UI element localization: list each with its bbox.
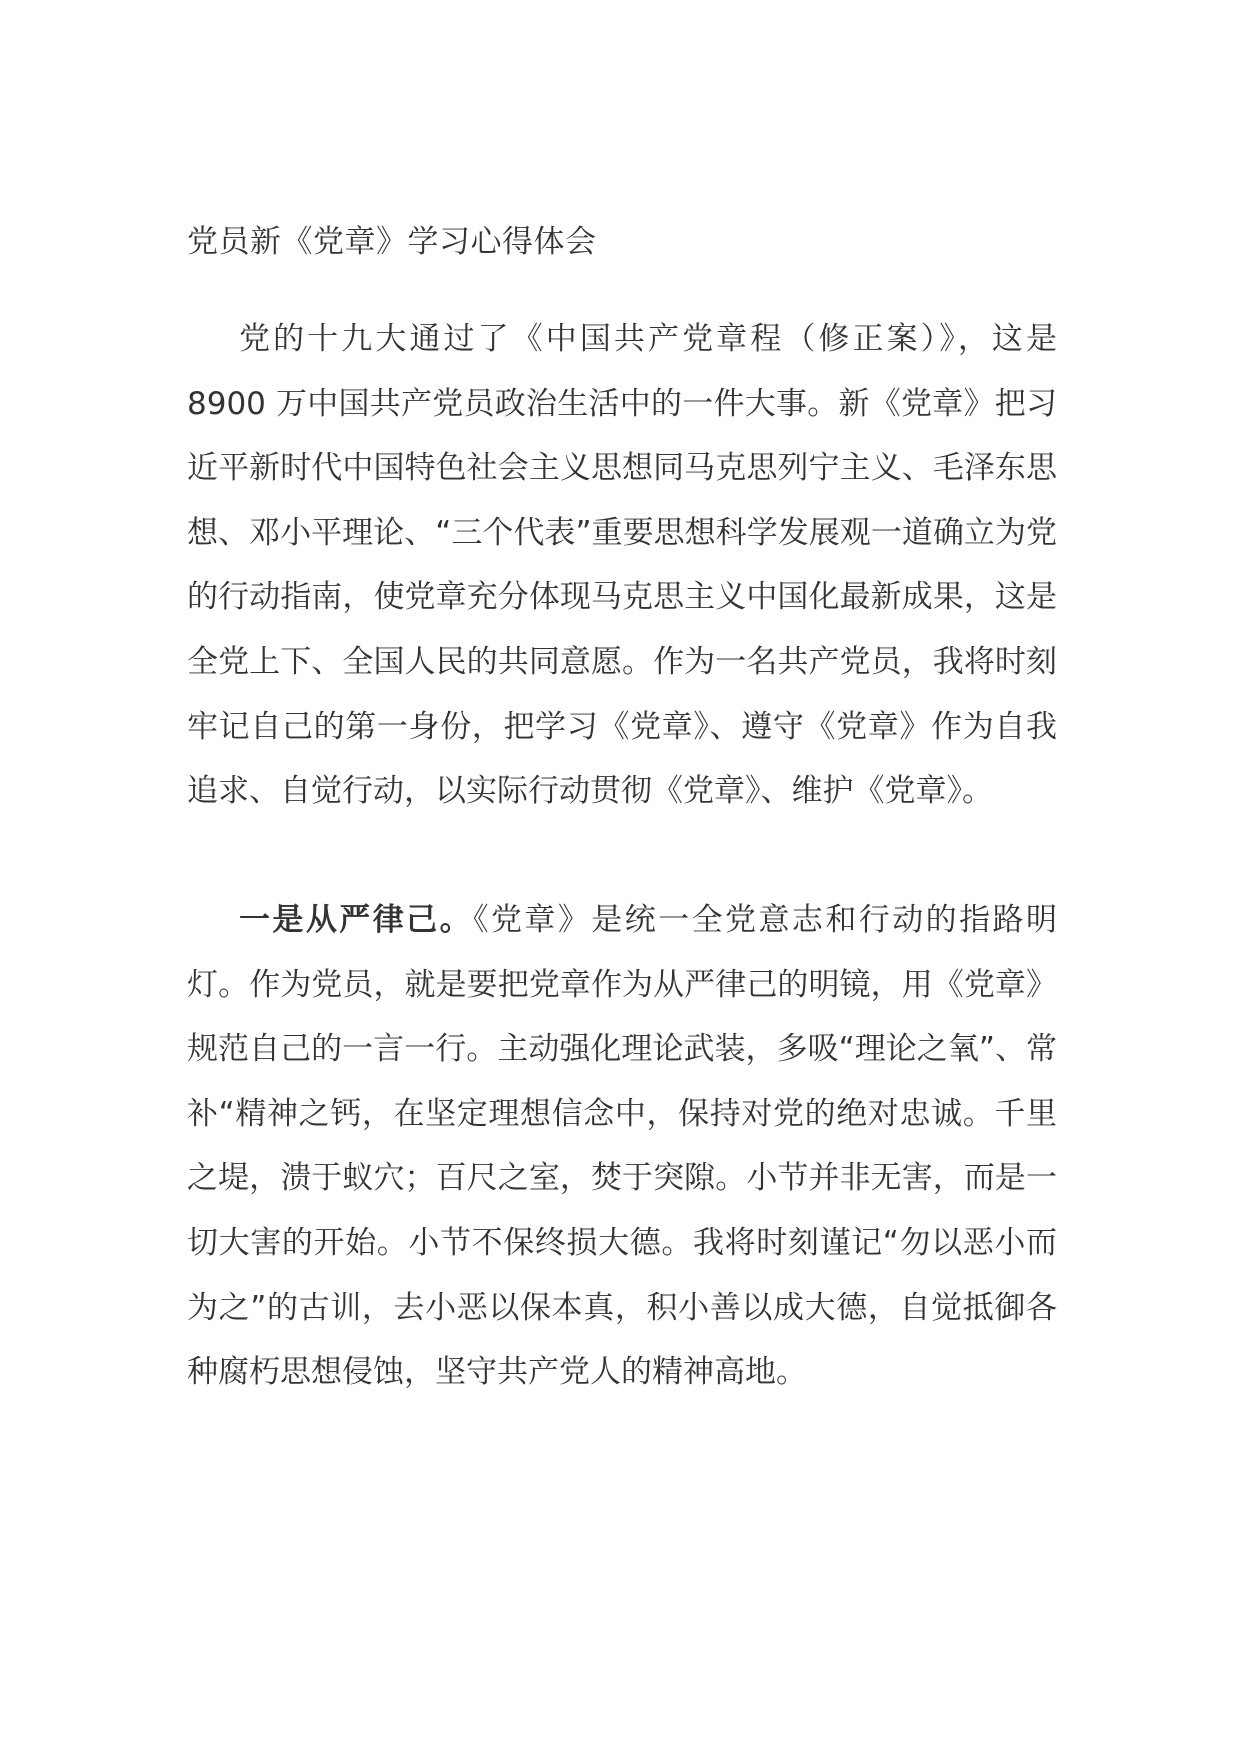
paragraph-point-one-text: 《党章》是统一全党意志和行动的指路明灯。作为党员，就是要把党章作为从严律己的明镜，用《党章》规范自己的一言一行。主动强化理论武装，多吸“理论之氧”、常补“精神之钙，在坚定理想信念中，保持对党的绝对忠诚。千里之堤，溃于蚁穴；百尺之室，焚于突隙。小节并非无害，而是一切大害的开始。小节不保终损大德。我将时刻谨记“勿以恶小而为之”的古训，去小恶以保本真，积小善以成大德，自觉抵御各种腐朽思想侵蚀，坚守共产党人的精神高地。	[187, 902, 1057, 1391]
paragraph-point-one	[187, 888, 1057, 1405]
document-page	[187, 0, 1057, 1754]
paragraph-intro-text: 党的十九大通过了《中国共产党章程（修正案）》，这是 8900 万中国共产党员政治生活中的一件大事。新《党章》把习近平新时代中国特色社会主义思想同马克思列宁主义、毛泽东思想、邓小平理论、“三个代表”重要思想科学发展观一道确立为党的行动指南，使党章充分体现马克思主义中国化最新成果，这是全党上下、全国人民的共同意愿。作为一名共产党员，我将时刻牢记自己的第一身份，把学习《党章》、遵守《党章》作为自我追求、自觉行动，以实际行动贯彻《党章》、维护《党章》。	[187, 321, 1057, 810]
paragraph-point-one-lead: 一是从严律己。	[239, 902, 474, 938]
document-title: 党员新《党章》学习心得体会	[187, 224, 597, 260]
paragraph-intro	[187, 307, 1057, 824]
